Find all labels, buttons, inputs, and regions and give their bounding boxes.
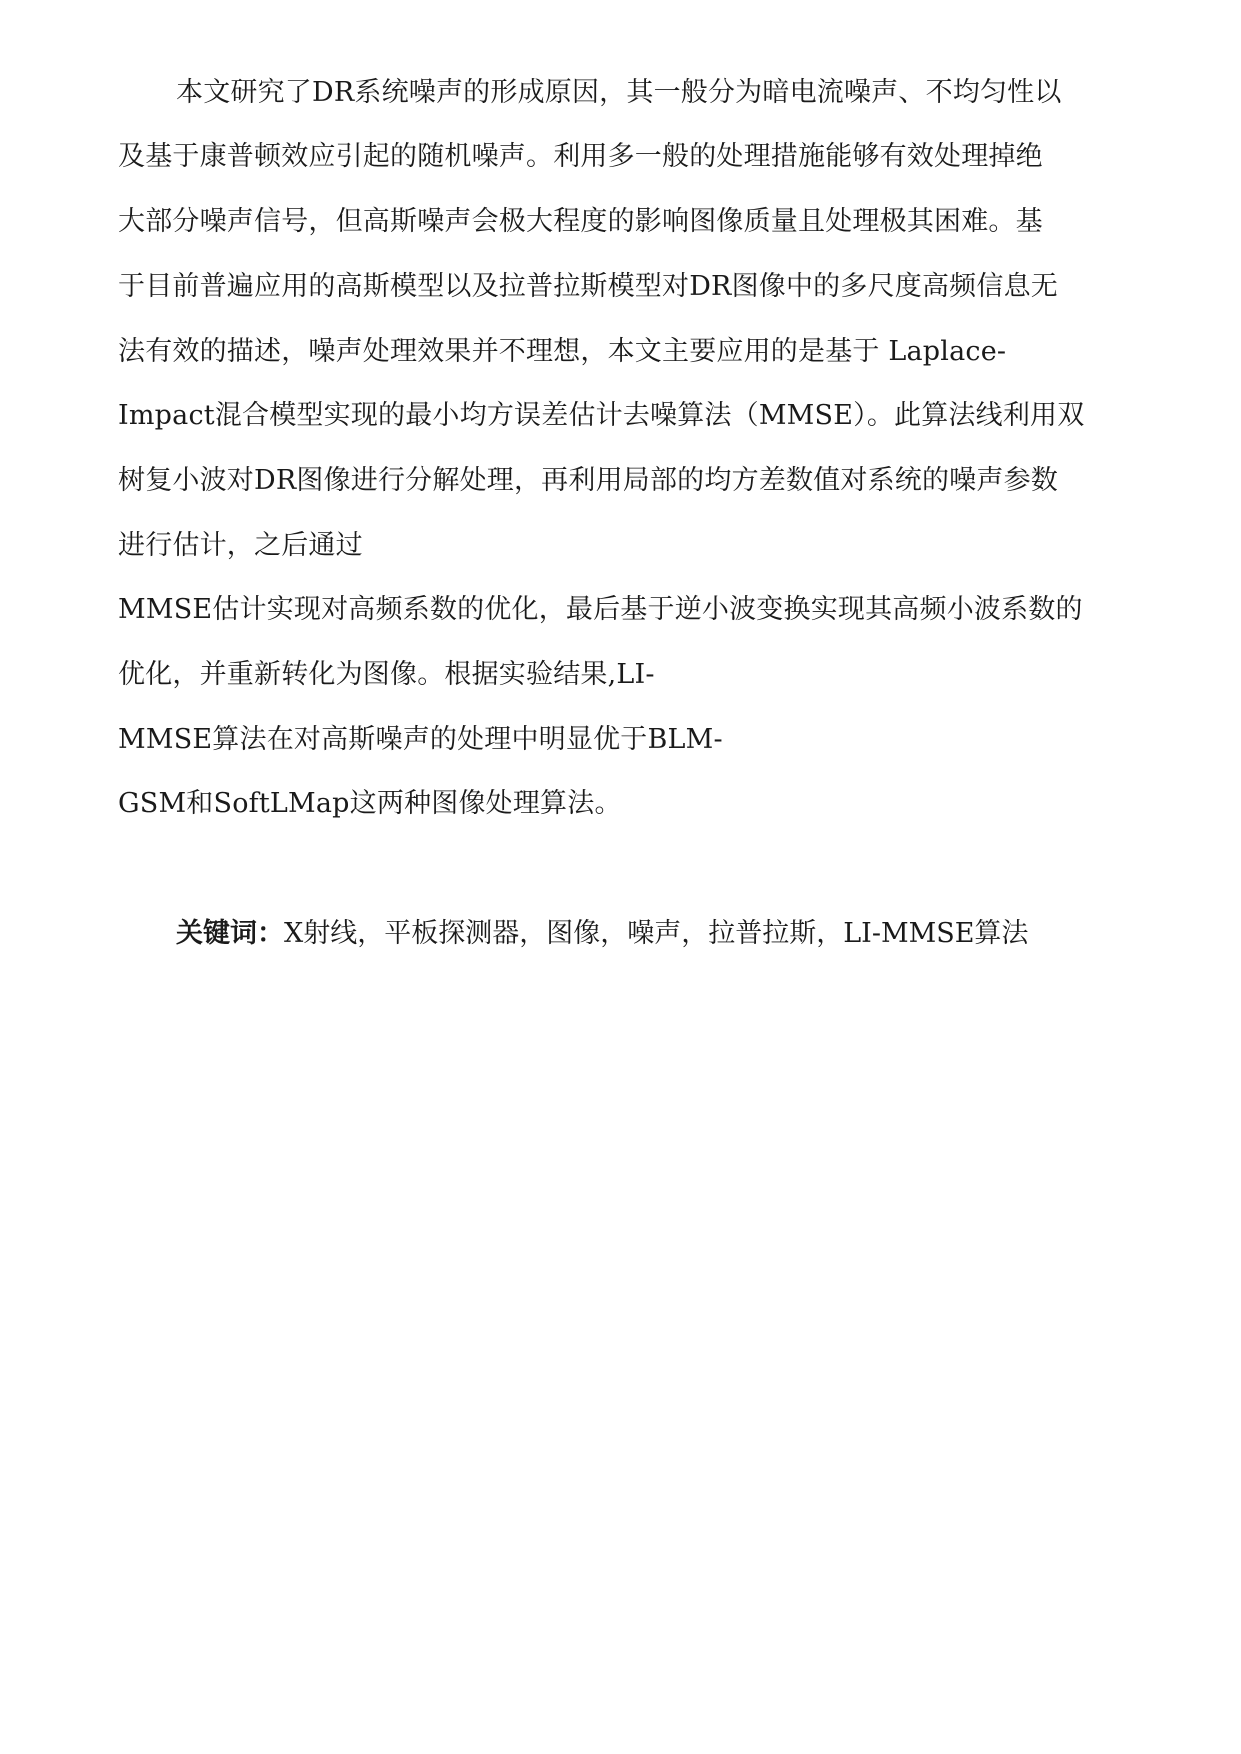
abstract-line-5: 法有效的描述，噪声处理效果并不理想，本文主要应用的是基于 Laplace-: [118, 336, 1007, 367]
abstract-line-4: 于目前普遍应用的高斯模型以及拉普拉斯模型对DR图像中的多尺度高频信息无: [118, 271, 1058, 302]
abstract-line-9: MMSE估计实现对高频系数的优化，最后基于逆小波变换实现其高频小波系数的: [118, 594, 1083, 625]
abstract-line-10: 优化，并重新转化为图像。根据实验结果,LI-: [118, 659, 655, 690]
keywords-line: [176, 917, 1028, 951]
abstract-line-12: GSM和SoftLMap这两种图像处理算法。: [118, 788, 622, 819]
keywords-value: X射线，平板探测器，图像，噪声，拉普拉斯，LI-MMSE算法: [284, 918, 1029, 949]
abstract-line-3: 大部分噪声信号，但高斯噪声会极大程度的影响图像质量且处理极其困难。基: [118, 206, 1043, 237]
abstract-line-2: 及基于康普顿效应引起的随机噪声。利用多一般的处理措施能够有效处理掉绝: [118, 141, 1043, 172]
abstract-line-6: Impact混合模型实现的最小均方误差估计去噪算法（MMSE）。此算法线利用双: [118, 400, 1085, 431]
abstract-line-1: 本文研究了DR系统噪声的形成原因，其一般分为暗电流噪声、不均匀性以: [176, 77, 1062, 108]
abstract-line-8: 进行估计，之后通过: [118, 530, 363, 561]
abstract-line-11: MMSE算法在对高斯噪声的处理中明显优于BLM-: [118, 724, 723, 755]
abstract-line-7: 树复小波对DR图像进行分解处理，再利用局部的均方差数值对系统的噪声参数: [118, 465, 1058, 496]
keywords-label: 关键词：: [176, 918, 284, 949]
